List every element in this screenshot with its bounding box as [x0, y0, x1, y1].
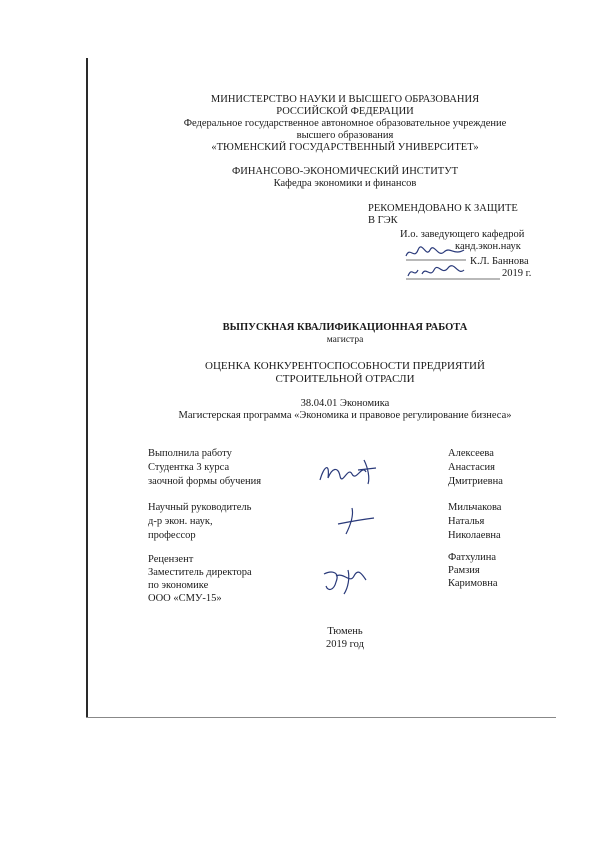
ministry-line2: РОССИЙСКОЙ ФЕДЕРАЦИИ [276, 106, 414, 117]
approval-line2: В ГЭК [368, 215, 398, 226]
date-handwriting [404, 262, 502, 282]
scan-edge-bottom [86, 717, 556, 718]
reviewer-name-line: Каримовна [448, 578, 498, 589]
author-role-line: заочной формы обучения [148, 476, 262, 487]
institution-line2: высшего образования [296, 130, 394, 141]
reviewer-role-line: Заместитель директора [148, 567, 252, 578]
approval-signer: К.Л. Баннова [470, 256, 529, 267]
head-signature [404, 244, 468, 262]
reviewer-name-line: Фатхулина [448, 552, 497, 563]
supervisor-role-line: профессор [148, 530, 196, 541]
institution-line1: Федеральное государственное автономное образовательное учреждение [183, 118, 507, 129]
department-name: Кафедра экономики и финансов [273, 178, 417, 189]
institute-name: ФИНАНСОВО-ЭКОНОМИЧЕСКИЙ ИНСТИТУТ [231, 166, 459, 177]
footer-year: 2019 год [326, 639, 364, 650]
scan-edge-left [86, 58, 88, 718]
work-title-line2: СТРОИТЕЛЬНОЙ ОТРАСЛИ [275, 373, 415, 385]
supervisor-name-line: Наталья [448, 516, 485, 527]
supervisor-role-line: д-р экон. наук, [148, 516, 213, 527]
supervisor-signature [334, 506, 380, 536]
reviewer-role-line: ООО «СМУ-15» [148, 593, 222, 604]
reviewer-role-line: Рецензент [148, 554, 194, 565]
supervisor-role-line: Научный руководитель [148, 502, 252, 513]
program-name: Магистерская программа «Экономика и правовое регулирование бизнеса» [178, 410, 512, 421]
university-name: «ТЮМЕНСКИЙ ГОСУДАРСТВЕННЫЙ УНИВЕРСИТЕТ» [211, 142, 479, 153]
approval-line1: РЕКОМЕНДОВАНО К ЗАЩИТЕ [368, 203, 518, 214]
author-name-line: Анастасия [448, 462, 496, 473]
author-name-line: Дмитриевна [448, 476, 503, 487]
author-signature [318, 456, 380, 486]
author-name-line: Алексеева [448, 448, 494, 459]
reviewer-name-line: Рамзия [448, 565, 480, 576]
supervisor-name-line: Мильчакова [448, 502, 502, 513]
reviewer-role-line: по экономике [148, 580, 209, 591]
approval-year: 2019 г. [502, 268, 532, 279]
work-type: ВЫПУСКНАЯ КВАЛИФИКАЦИОННАЯ РАБОТА [222, 322, 468, 333]
approval-line3: И.о. заведующего кафедрой [400, 229, 525, 240]
reviewer-signature [318, 566, 370, 596]
work-degree: магистра [326, 335, 364, 345]
author-role-line: Выполнила работу [148, 448, 232, 459]
ministry-line1: МИНИСТЕРСТВО НАУКИ И ВЫСШЕГО ОБРАЗОВАНИЯ [210, 94, 480, 105]
approval-line4: канд.экон.наук [455, 241, 521, 252]
work-title-line1: ОЦЕНКА КОНКУРЕНТОСПОСОБНОСТИ ПРЕДРИЯТИЙ [205, 360, 485, 372]
footer-city: Тюмень [327, 626, 363, 637]
author-role-line: Студентка 3 курса [148, 462, 230, 473]
specialty-code: 38.04.01 Экономика [300, 398, 390, 409]
supervisor-name-line: Николаевна [448, 530, 501, 541]
